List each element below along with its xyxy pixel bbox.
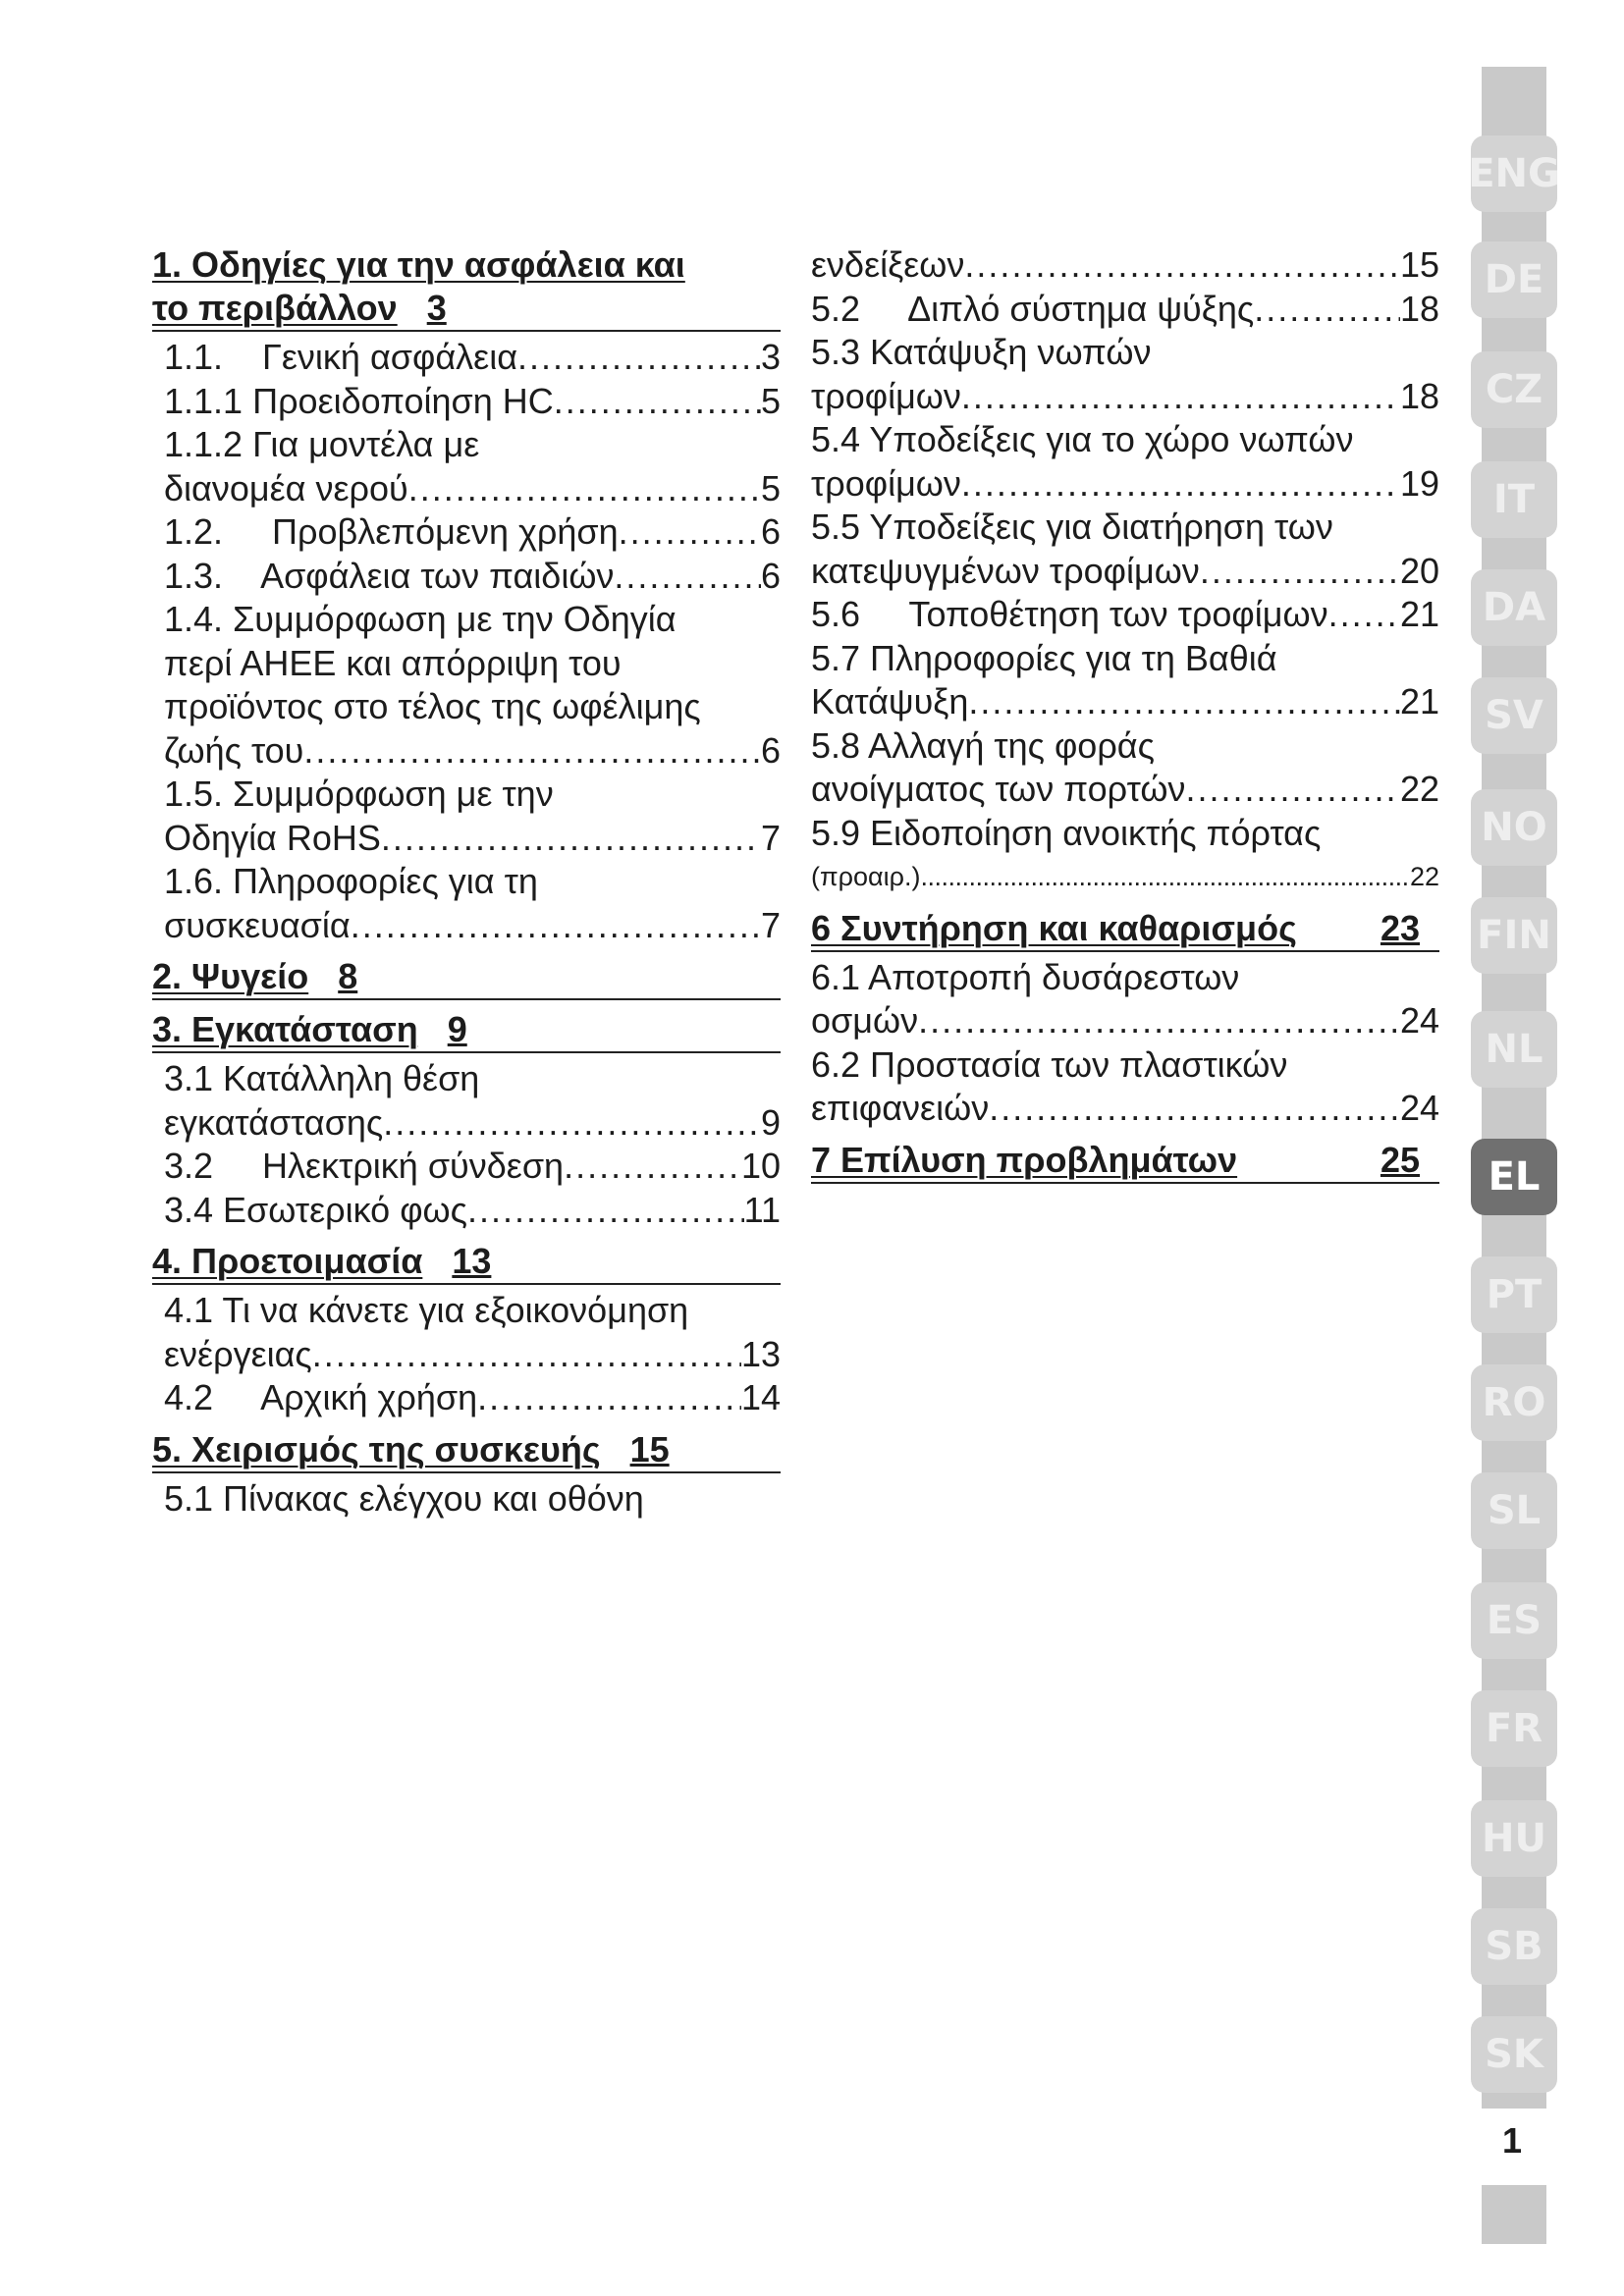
toc-dot-leader: [383, 1101, 761, 1146]
toc-dot-leader: [1328, 593, 1400, 637]
toc-dot-leader: [918, 999, 1400, 1043]
toc-entry-label: (προαιρ.): [811, 862, 921, 891]
toc-dot-leader: [961, 375, 1400, 419]
toc-entry-row[interactable]: [811, 243, 1439, 288]
toc-dot-leader: [1185, 768, 1400, 812]
toc-dot-leader: [968, 680, 1400, 724]
toc-entry-line: 3.1 Κατάλληλη θέση: [164, 1058, 480, 1098]
toc-entry-line: 1.5. Συμμόρφωση με την: [164, 774, 554, 814]
toc-dot-leader: [961, 462, 1400, 507]
toc-entry-line: 6.2 Προστασία των πλαστικών: [811, 1043, 1288, 1085]
toc-entry-label: κατεψυγμένων τροφίμων: [811, 550, 1200, 591]
toc-entry-row[interactable]: [164, 380, 781, 424]
toc-entry-row[interactable]: [811, 462, 1439, 507]
toc-entry-label: τροφίμων: [811, 462, 961, 504]
toc-entry[interactable]: [152, 1145, 781, 1189]
toc-entry[interactable]: [152, 336, 781, 380]
toc-section-page: 8: [338, 956, 358, 996]
toc-page-number: 21: [1399, 681, 1439, 721]
toc-entry-row[interactable]: [811, 550, 1439, 594]
toc-page-number: 9: [760, 1101, 781, 1143]
toc-dot-leader: [381, 817, 761, 861]
toc-section-page: 3: [426, 288, 447, 328]
toc-entry-label: ενδείξεων: [811, 244, 965, 285]
language-tab-eng[interactable]: ENG: [1471, 135, 1557, 212]
language-tab-pt[interactable]: PT: [1471, 1256, 1557, 1333]
toc-section-title: 1. Οδηγίες για την ασφάλεια και: [152, 244, 685, 285]
toc-entry-row[interactable]: [164, 729, 781, 774]
toc-entry-label: ανοίγματος των πορτών: [811, 769, 1186, 809]
toc-section-page: 25: [1380, 1139, 1420, 1180]
toc-section-heading[interactable]: [152, 1428, 781, 1473]
toc-entry-row[interactable]: [811, 680, 1439, 724]
language-tab-es[interactable]: ES: [1471, 1582, 1557, 1659]
language-tab-it[interactable]: IT: [1471, 461, 1557, 538]
toc-page-number: 18: [1399, 375, 1439, 416]
toc-section-heading[interactable]: [152, 955, 781, 1000]
toc-entry-row[interactable]: [164, 1145, 781, 1189]
language-tab-sv[interactable]: SV: [1471, 677, 1557, 754]
toc-entry-line: 1.1.2 Για μοντέλα με: [164, 424, 480, 464]
toc-entry[interactable]: [152, 1289, 781, 1376]
toc-page-number: 11: [743, 1189, 781, 1230]
toc-entry-row[interactable]: [811, 855, 1439, 899]
toc-section-title: 4. Προετοιμασία: [152, 1241, 423, 1281]
toc-page-number: 3: [760, 337, 781, 377]
toc-entry-label: οσμών: [811, 1000, 919, 1041]
toc-section-page: 15: [629, 1428, 670, 1469]
toc-entry-row[interactable]: [164, 467, 781, 511]
toc-section-page: 23: [1380, 907, 1420, 948]
language-tab-sl[interactable]: SL: [1471, 1472, 1557, 1549]
language-tab-fin[interactable]: FIN: [1471, 897, 1557, 974]
toc-entry[interactable]: [811, 593, 1439, 637]
toc-entry-row[interactable]: [164, 1189, 781, 1233]
toc-entry-row[interactable]: [164, 817, 781, 861]
toc-section-title: 5. Χειρισμός της συσκευής: [152, 1428, 601, 1469]
toc-entry[interactable]: [152, 1376, 781, 1420]
toc-dot-leader: [964, 243, 1400, 288]
toc-dot-leader: [1254, 288, 1400, 332]
toc-page-number: 14: [740, 1377, 781, 1417]
toc-entry-label: Κατάψυξη: [811, 681, 969, 721]
toc-entry-row[interactable]: [811, 999, 1439, 1043]
toc-entry[interactable]: [811, 288, 1439, 332]
toc-dot-leader: [312, 1333, 741, 1377]
toc-entry-line: 5.5 Υποδείξεις για διατήρηση των: [811, 507, 1333, 547]
toc-entry[interactable]: [811, 1043, 1439, 1131]
toc-page-number: 18: [1399, 288, 1439, 329]
toc-entry-line: 5.4 Υποδείξεις για το χώρο νωπών: [811, 419, 1354, 459]
toc-entry-line: προϊόντος στο τέλος της ωφέλιμης: [164, 686, 701, 726]
toc-dot-leader: [351, 904, 761, 948]
toc-entry[interactable]: [811, 418, 1439, 506]
toc-entry-row[interactable]: [811, 288, 1439, 332]
toc-entry[interactable]: [152, 598, 781, 773]
toc-page-number: 6: [760, 555, 781, 596]
toc-entry-line: 6.1 Αποτροπή δυσάρεστων: [811, 956, 1240, 997]
toc-entry-row[interactable]: [811, 1087, 1439, 1131]
toc-section-heading[interactable]: [811, 1139, 1439, 1184]
toc-page-number: 7: [760, 817, 781, 858]
toc-entry[interactable]: [811, 724, 1439, 812]
toc-entry[interactable]: [152, 510, 781, 555]
toc-page-number: 6: [760, 511, 781, 552]
toc-entry-label: 5.6 Τοποθέτηση των τροφίμων: [811, 594, 1328, 634]
toc-dot-leader: [614, 555, 761, 599]
toc-entry-label: 3.2 Ηλεκτρική σύνδεση: [164, 1146, 565, 1186]
toc-entry-label: τροφίμων: [811, 375, 961, 416]
language-tab-no[interactable]: NO: [1471, 789, 1557, 866]
language-tab-hu[interactable]: HU: [1471, 1800, 1557, 1877]
toc-dot-leader: [564, 1145, 741, 1189]
toc-entry-row[interactable]: [811, 375, 1439, 419]
toc-entry-row[interactable]: [811, 593, 1439, 637]
toc-entry-line: 1.6. Πληροφορίες για τη: [164, 861, 538, 901]
toc-page-number: 20: [1399, 550, 1439, 591]
toc-entry-label: 5.2 Διπλό σύστημα ψύξης: [811, 288, 1255, 329]
toc-entry-row[interactable]: [164, 510, 781, 555]
toc-section-title: 7 Επίλυση προβλημάτων: [811, 1139, 1238, 1180]
toc-page-number: 24: [1399, 1088, 1439, 1128]
toc-entry-line: 4.1 Τι να κάνετε για εξοικονόμηση: [164, 1290, 689, 1330]
toc-entry-line: 5.7 Πληροφορίες για τη Βαθιά: [811, 637, 1277, 678]
toc-entry[interactable]: [811, 331, 1439, 418]
toc-page-number: 5: [760, 380, 781, 421]
toc-section-heading[interactable]: [811, 907, 1439, 952]
toc-entry[interactable]: [152, 1189, 781, 1233]
toc-page-number: 22: [1399, 769, 1439, 809]
toc-entry-line: 5.8 Αλλαγή της φοράς: [811, 724, 1155, 766]
toc-page-number: 19: [1399, 462, 1439, 504]
toc-entry-row[interactable]: [164, 1333, 781, 1377]
language-tab-fr[interactable]: FR: [1471, 1690, 1557, 1767]
toc-section-heading[interactable]: [152, 1008, 781, 1053]
toc-dot-leader: [517, 336, 761, 380]
toc-section-heading[interactable]: [152, 1240, 781, 1285]
toc-entry-line: 1.4. Συμμόρφωση με την Οδηγία: [164, 599, 677, 639]
toc-entry-label: 1.1. Γενική ασφάλεια: [164, 337, 517, 377]
toc-left-column: [152, 243, 781, 1521]
toc-dot-leader: [303, 729, 761, 774]
toc-entry-row[interactable]: [164, 1376, 781, 1420]
toc-entry[interactable]: [152, 380, 781, 424]
language-tab-sb[interactable]: SB: [1471, 1908, 1557, 1985]
toc-section-heading[interactable]: [152, 243, 781, 332]
toc-right-column: [811, 243, 1439, 1188]
toc-entry[interactable]: [152, 555, 781, 599]
language-tab-nl[interactable]: NL: [1471, 1011, 1557, 1088]
toc-entry-label: 4.2 Αρχική χρήση: [164, 1377, 478, 1417]
language-tab-el[interactable]: EL: [1471, 1139, 1557, 1215]
toc-section-title: 3. Εγκατάσταση: [152, 1009, 418, 1049]
toc-section-title: 2. Ψυγείο: [152, 956, 309, 996]
page-number: 1: [1501, 2120, 1523, 2161]
toc-page-number: 21: [1399, 594, 1439, 634]
toc-page-number: 5: [760, 467, 781, 508]
toc-entry[interactable]: [811, 956, 1439, 1043]
toc-entry-row[interactable]: [164, 555, 781, 599]
toc-page-number: 6: [760, 729, 781, 771]
toc-page-number: 7: [760, 904, 781, 945]
toc-entry[interactable]: [811, 637, 1439, 724]
toc-section-page: 13: [452, 1241, 492, 1281]
toc-entry[interactable]: [152, 1477, 781, 1522]
toc-entry-label: Οδηγία RoHS: [164, 817, 381, 858]
toc-entry-label: διανομέα νερού: [164, 467, 408, 508]
toc-entry[interactable]: [152, 773, 781, 860]
toc-entry-label: 1.3. Ασφάλεια των παιδιών: [164, 555, 615, 596]
language-tab-de[interactable]: DE: [1471, 241, 1557, 318]
language-tab-da[interactable]: DA: [1471, 569, 1557, 646]
toc-entry-label: συσκευασία: [164, 904, 351, 945]
toc-section-title-cont: το περιβάλλον: [152, 288, 398, 328]
toc-dot-leader: [619, 510, 761, 555]
toc-dot-leader: [467, 1189, 744, 1233]
toc-dot-leader: [477, 1376, 741, 1420]
footer-block: [1482, 2185, 1546, 2244]
toc-dot-leader: [408, 467, 761, 511]
toc-page-number: 10: [740, 1146, 781, 1186]
toc-entry-row[interactable]: [164, 904, 781, 948]
toc-page-number: 15: [1399, 244, 1439, 285]
toc-entry-row[interactable]: [811, 768, 1439, 812]
toc-entry[interactable]: [152, 1057, 781, 1145]
toc-entry-label: επιφανειών: [811, 1088, 990, 1128]
toc-entry-label: 1.2. Προβλεπόμενη χρήση: [164, 511, 619, 552]
toc-section-page: 9: [447, 1009, 467, 1049]
toc-page-number: 22: [1409, 862, 1439, 891]
toc-dot-leader: [920, 855, 1409, 899]
toc-entry-label: ενέργειας: [164, 1333, 312, 1374]
toc-entry-line: 5.1 Πίνακας ελέγχου και οθόνη: [164, 1477, 644, 1519]
toc-dot-leader: [989, 1087, 1400, 1131]
toc-entry[interactable]: [811, 812, 1439, 899]
toc-entry-line: 5.9 Ειδοποίηση ανοικτής πόρτας: [811, 812, 1322, 853]
toc-entry-line: 5.3 Κατάψυξη νωπών: [811, 332, 1152, 372]
toc-entry[interactable]: [152, 860, 781, 947]
toc-dot-leader: [554, 380, 761, 424]
toc-entry-label: 3.4 Εσωτερικό φως: [164, 1189, 468, 1230]
toc-page-number: 24: [1399, 1000, 1439, 1041]
toc-entry[interactable]: [811, 243, 1439, 288]
toc-entry-row[interactable]: [164, 336, 781, 380]
toc-entry-label: ζωής του: [164, 729, 304, 771]
language-tab-sk[interactable]: SK: [1471, 2016, 1557, 2093]
toc-entry-label: 1.1.1 Προειδοποίηση HC: [164, 380, 554, 421]
toc-section-title: 6 Συντήρηση και καθαρισμός: [811, 907, 1297, 948]
toc-entry-label: εγκατάστασης: [164, 1101, 384, 1143]
language-tab-cz[interactable]: CZ: [1471, 351, 1557, 428]
toc-page-number: 13: [740, 1333, 781, 1374]
toc-dot-leader: [1200, 550, 1400, 594]
toc-entry[interactable]: [152, 423, 781, 510]
toc-entry-row[interactable]: [164, 1101, 781, 1146]
language-tab-ro[interactable]: RO: [1471, 1364, 1557, 1441]
toc-entry-line: περί ΑΗΕΕ και απόρριψη του: [164, 642, 622, 683]
toc-entry[interactable]: [811, 506, 1439, 593]
